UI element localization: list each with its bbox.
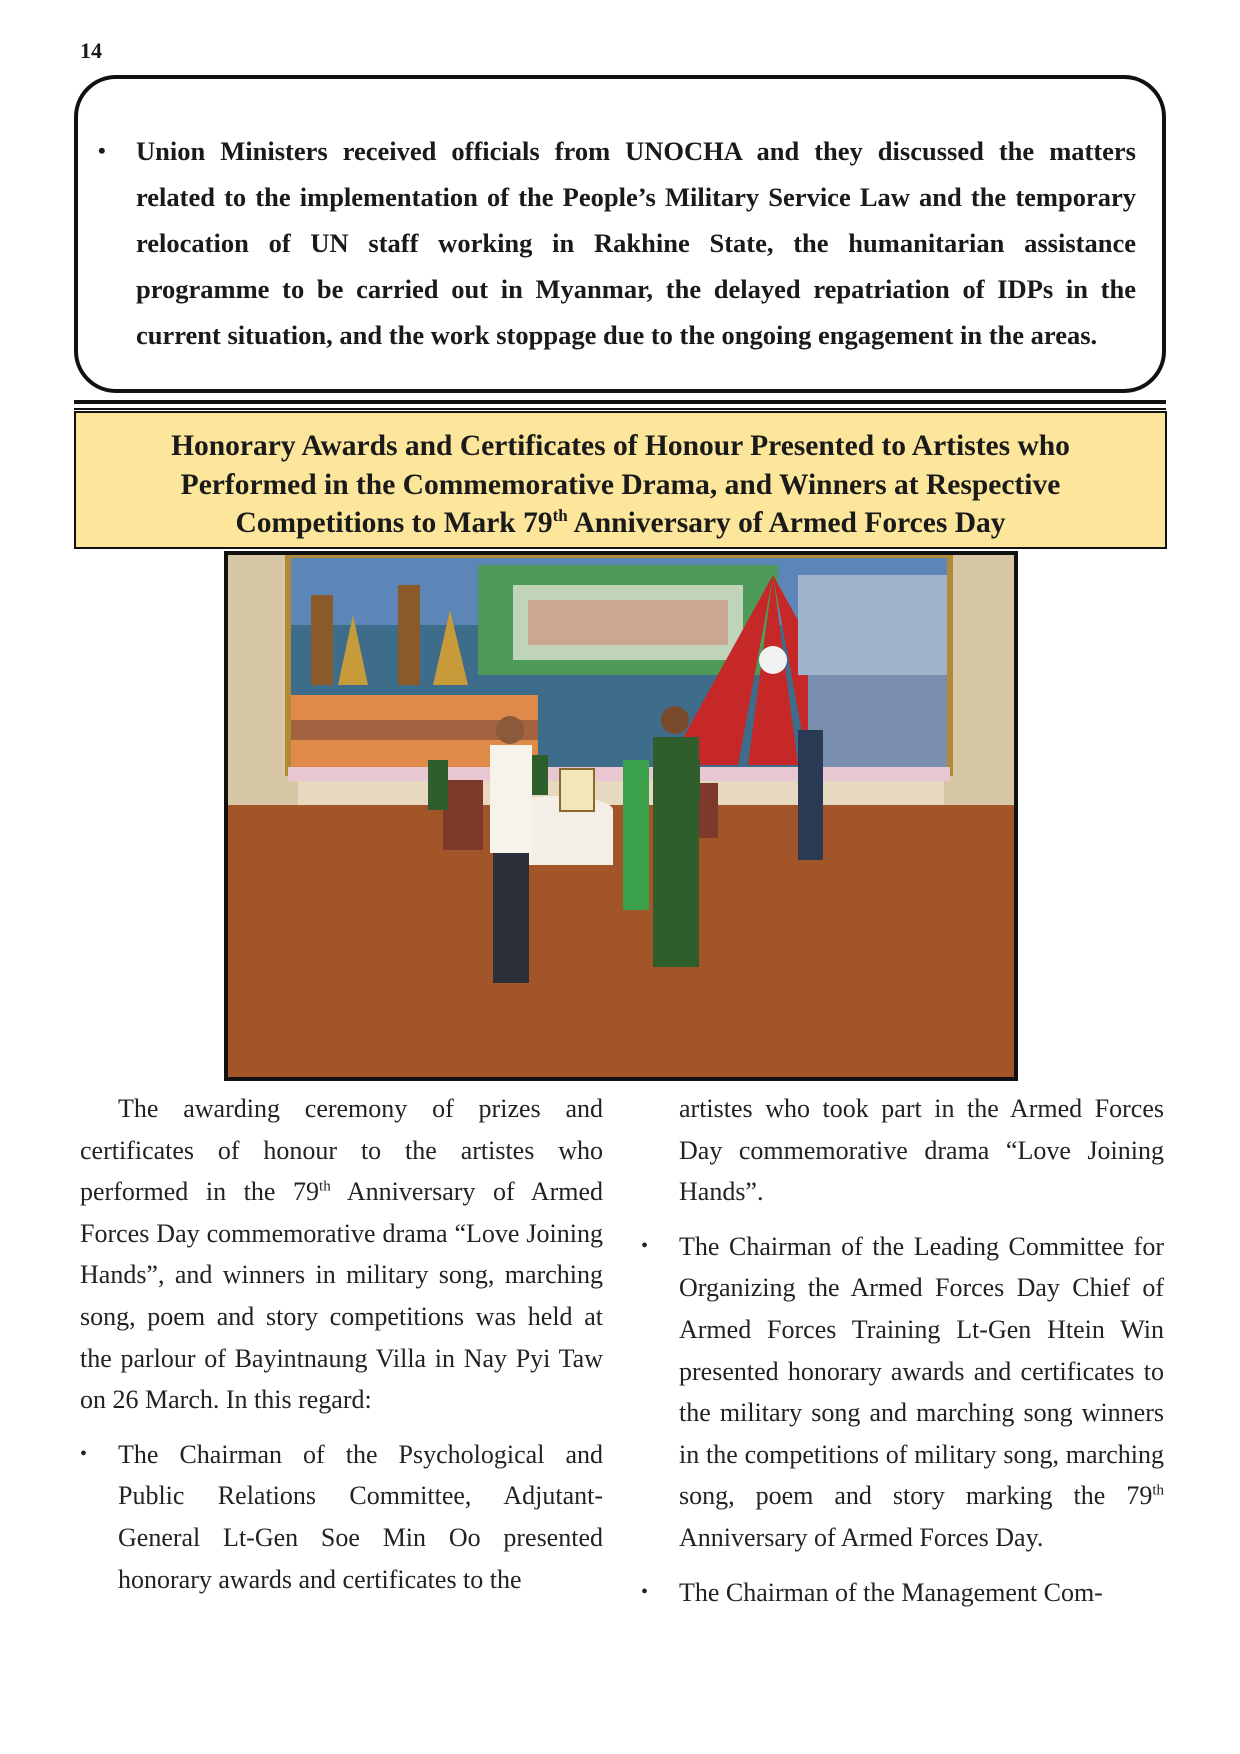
article-paragraph: artistes who took part in the Armed Forces Day commemorative drama “Love Joining Hands”. (679, 1094, 1164, 1207)
bullet-icon: • (98, 137, 106, 163)
notice-text: Union Ministers received officials from UNOCHA and they discussed the matters related to the implementation of the People’s Military Service Law and the temporary relocation of UN staff working in Rakhine State, the humanitarian assistance programme to be carried out in Myanmar, the delayed repatriation of IDPs in the current situation, and the work stoppage due to the ongoing engagement in the areas. (136, 135, 1136, 350)
notice-box (74, 75, 1166, 393)
article-column-right (641, 1088, 1164, 1613)
bullet-item: • The Chairman of the Psychological and Public Relations Committee, Adjutant-General Lt-Gen Soe Min Oo presented honorary awards and certificates to the (80, 1434, 603, 1600)
bullet-item: • The Chairman of the Leading Committee for Organizing the Armed Forces Day Chief of Armed Forces Training Lt-Gen Htein Win presented honorary awards and certificates to the military song and marching song winners in the competitions of military song, marching song, poem and story marking the 79th Anniversary of Armed Forces Day. (679, 1226, 1164, 1559)
bullet-icon: • (641, 1234, 649, 1257)
bullet-icon: • (80, 1442, 88, 1465)
article-intro: The awarding ceremony of prizes and certificates of honour to the artistes who performed in the 79th Anniversary of Armed Forces Day commemorative drama “Love Joining Hands”, and winners in military song, marching song, poem and story competitions was held at the parlour of Bayintnaung Villa in Nay Pyi Taw on 26 March. In this regard: (80, 1094, 603, 1415)
page-number: 14 (80, 38, 102, 63)
bullet-item: • The Chairman of the Management Com- (679, 1572, 1164, 1614)
divider-thin (74, 408, 1166, 410)
article-photo (224, 551, 1018, 1081)
article-headline: Honorary Awards and Certificates of Honour Presented to Artistes who Performed in the Commemorative Drama, and Winners at Respective Competitions to Mark 79th Anniversary of Armed Forces Day (171, 430, 1070, 539)
divider-thick (74, 400, 1166, 404)
notice-item (98, 128, 1136, 358)
article-column-left (80, 1088, 603, 1600)
headline-box (74, 411, 1167, 549)
bullet-icon: • (641, 1580, 649, 1603)
